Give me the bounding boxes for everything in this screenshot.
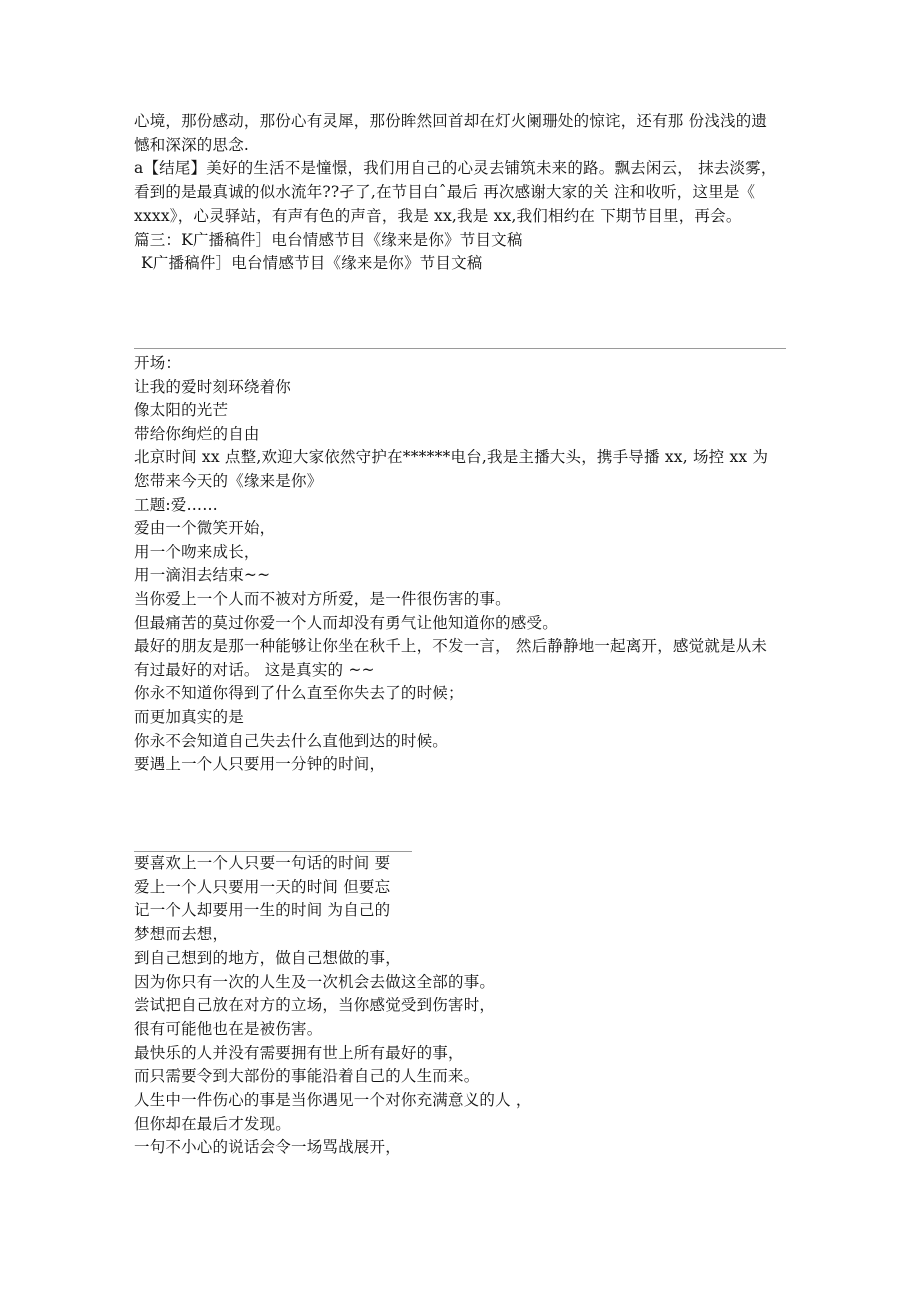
text-line: 爱上一个人只要用一天的时间 但要忘 (134, 877, 391, 896)
text-line: 最好的朋友是那一种能够让你坐在秋千上，不发一言， 然后静静地一起离开，感觉就是从未 (134, 637, 768, 656)
opening-text-block (134, 352, 794, 777)
text-line: 要遇上一个人只要用一分钟的时间， (134, 755, 386, 774)
intro-text-block (134, 110, 794, 276)
text-line: 用一滴泪去结束~~ (134, 566, 271, 585)
text-line: 很有可能他也在是被伤害。 (134, 1019, 323, 1038)
text-line: 但你却在最后才发现。 (134, 1114, 292, 1133)
text-line: 最快乐的人并没有需要拥有世上所有最好的事， (134, 1043, 464, 1062)
text-line: 要喜欢上一个人只要一句话的时间 要 (134, 854, 391, 872)
text-line: 工题:爱…… (134, 495, 218, 514)
text-line: 而更加真实的是 (134, 707, 244, 726)
poem-text-block (134, 852, 794, 1160)
text-line: 到自己想到的地方，做自己想做的事， (134, 948, 401, 967)
text-line: 心境，那份感动，那份心有灵犀，那份眸然回首却在灯火阑珊处的惊诧，还有那 份浅浅的遗 (134, 112, 768, 130)
text-line: 开场： (134, 354, 182, 372)
text-line: 而只需要令到大部份的事能沿着自己的人生而来。 (134, 1067, 480, 1086)
text-line: 但最痛苦的莫过你爱一个人而却没有勇气让他知道你的感受。 (134, 613, 558, 632)
text-line: 梦想而去想， (134, 925, 229, 944)
text-line: 一句不小心的说话会令一场骂战展开， (134, 1138, 401, 1157)
text-line: 你永不知道你得到了什么直至你失去了的时候； (134, 684, 464, 703)
text-line: 因为你只有一次的人生及一次机会去做这全部的事。 (134, 972, 496, 991)
text-line: 用一个吻来成长， (134, 542, 260, 561)
text-line: 人生中一件伤心的事是当你遇见一个对你充满意义的人 ， (134, 1091, 532, 1110)
text-line: 让我的爱时刻环绕着你 (134, 377, 292, 396)
text-line: xxxx》，心灵驿站，有声有色的声音，我是 xx,我是 xx,我们相约在 下期节目里，再会。 (134, 206, 742, 225)
section-subheading: K广播稿件］电台情感节目《缘来是你》节目文稿 (141, 254, 483, 273)
text-line: 尝试把自己放在对方的立场，当你感觉受到伤害时， (134, 996, 496, 1015)
divider (134, 348, 786, 349)
text-line: 你永不会知道自己失去什么直他到达的时候。 (134, 731, 449, 750)
text-line: 有过最好的对话。 这是真实的 ~~ (134, 660, 375, 679)
text-line: 看到的是最真诚的似水流年??孑了,在节目白ˆ最后 再次感谢大家的关 注和收听，这里是《 (134, 183, 756, 202)
text-line: 爱由一个微笑开始， (134, 519, 276, 538)
text-line: 北京时间 xx 点整,欢迎大家依然守护在******电台,我是主播大头，携手导播 xx, 场控 xx 为 (134, 448, 769, 467)
text-line: 当你爱上一个人而不被对方所爱，是一件很伤害的事。 (134, 589, 511, 608)
text-line: 像太阳的光芒 (134, 401, 229, 420)
text-line: 带给你绚烂的自由 (134, 424, 260, 443)
text-line: 憾和深深的思念. (134, 135, 250, 154)
section-heading: 篇三：K广播稿件］电台情感节目《缘来是你》节目文稿 (134, 230, 523, 249)
text-line: a【结尾】美好的生活不是憧憬，我们用自己的心灵去铺筑未来的路。飘去闲云， 抹去淡雾， (134, 159, 777, 178)
text-line: 记一个人却要用一生的时间 为自己的 (134, 901, 391, 920)
text-line: 您带来今天的《缘来是你》 (134, 471, 323, 490)
